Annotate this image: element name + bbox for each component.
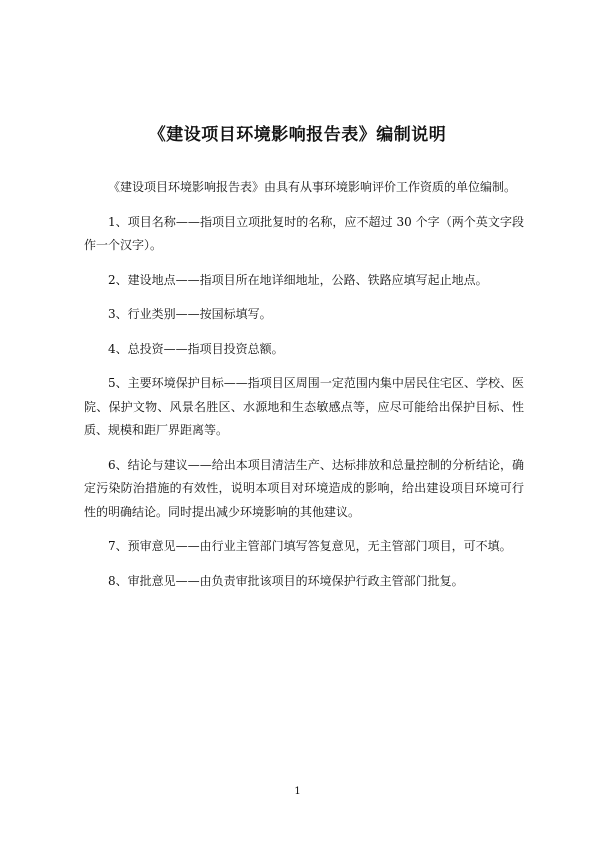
item-total-investment: 4、总投资——指项目投资总额。 (108, 341, 284, 356)
page-number: 1 (294, 786, 301, 797)
document-body (84, 176, 524, 604)
item-preliminary-review: 7、预审意见——由行业主管部门填写答复意见，无主管部门项目，可不填。 (108, 539, 512, 553)
item-industry-category: 3、行业类别——按国标填写。 (108, 307, 272, 321)
item-project-name: 1、项目名称——指项目立项批复时的名称，应不超过 30 个字（两个英文字段作一个汉字）。 (84, 214, 524, 252)
item-approval-opinion: 8、审批意见——由负责审批该项目的环境保护行政主管部门批复。 (108, 573, 464, 588)
item-protection-targets: 5、主要环境保护目标——指项目区周围一定范围内集中居民住宅区、学校、医院、保护文物、风景名胜区、水源地和生态敏感点等，应尽可能给出保护目标、性质、规模和距厂界距离等。 (84, 376, 524, 437)
item-conclusions: 6、结论与建议——给出本项目清洁生产、达标排放和总量控制的分析结论，确定污染防治措施的有效性，说明本项目对环境造成的影响，给出建设项目环境可行性的明确结论。同时提出减少环境影响的其他建议。 (84, 457, 524, 519)
intro-paragraph: 《建设项目环境影响报告表》由具有从事环境影响评价工作资质的单位编制。 (108, 180, 517, 194)
item-construction-site: 2、建设地点——指项目所在地详细地址，公路、铁路应填写起止地点。 (108, 272, 488, 287)
document-title: 《建设项目环境影响报告表》编制说明 (148, 125, 447, 145)
